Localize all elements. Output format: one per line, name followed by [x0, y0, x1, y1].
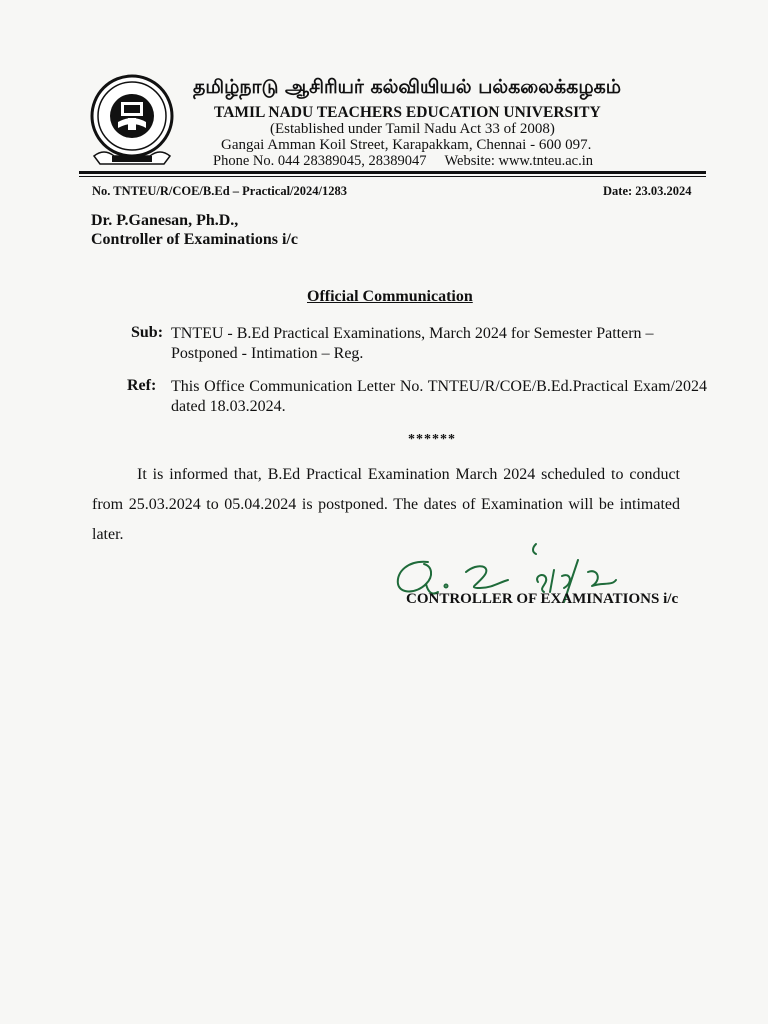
- subject-text: TNTEU - B.Ed Practical Examinations, March 2024 for Semester Pattern – Postponed - Intimation – Reg.: [171, 325, 654, 362]
- university-tamil-name: தமிழ்நாடு ஆசிரியர் கல்வியியல் பல்கலைக்கழகம்: [193, 76, 622, 98]
- signatory-title: CONTROLLER OF EXAMINATIONS i/c: [406, 591, 679, 607]
- letterhead-divider-thin: [79, 176, 706, 177]
- university-address: Gangai Amman Koil Street, Karapakkam, Chennai - 600 097.: [221, 137, 592, 153]
- letter-date: Date: 23.03.2024: [603, 184, 692, 198]
- reference-text: This Office Communication Letter No. TNTEU/R/COE/B.Ed.Practical Exam/2024 dated 18.03.2024.: [171, 378, 707, 415]
- university-established: (Established under Tamil Nadu Act 33 of 2008): [270, 121, 555, 137]
- university-phone: Phone No. 044 28389045, 28389047: [213, 153, 427, 169]
- university-seal-icon: [84, 72, 180, 172]
- letter-heading: Official Communication: [307, 288, 473, 305]
- university-website: Website: www.tnteu.ac.in: [444, 153, 593, 169]
- letterhead-divider: [79, 171, 706, 174]
- sender-title: Controller of Examinations i/c: [91, 231, 298, 248]
- sender-name: Dr. P.Ganesan, Ph.D.,: [91, 212, 239, 229]
- reference-label: Ref:: [127, 377, 157, 394]
- university-contact: [213, 153, 593, 170]
- subject-label: Sub:: [131, 324, 164, 341]
- letter-body: It is informed that, B.Ed Practical Examination March 2024 scheduled to conduct from 25.03.2024 to 05.04.2024 is postponed. The dates of Examination will be intimated later.: [92, 466, 680, 543]
- reference-number: No. TNTEU/R/COE/B.Ed – Practical/2024/1283: [92, 184, 347, 198]
- university-english-name: TAMIL NADU TEACHERS EDUCATION UNIVERSITY: [214, 104, 601, 121]
- separator: ******: [408, 432, 456, 447]
